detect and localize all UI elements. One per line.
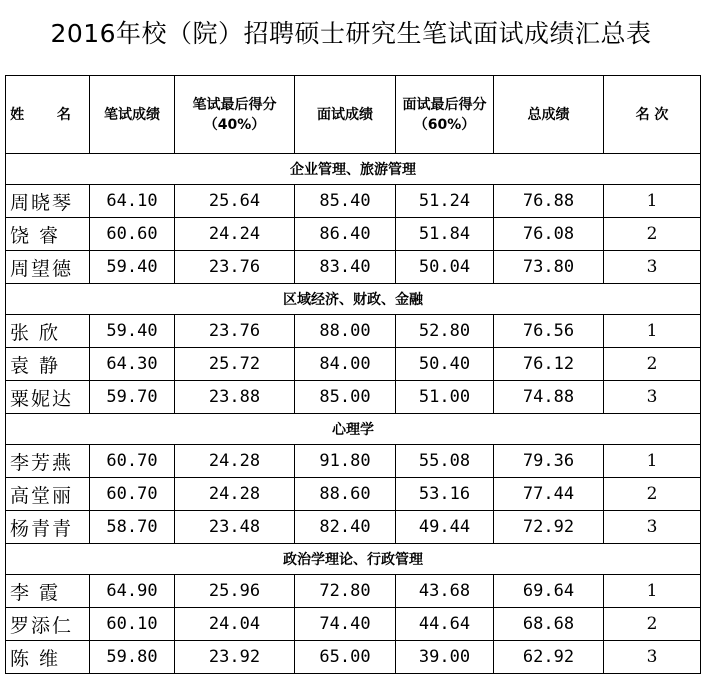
row-written-final: 24.28 bbox=[175, 445, 295, 478]
row-interview-score: 83.40 bbox=[295, 251, 396, 284]
section-row bbox=[6, 154, 701, 185]
header-name: 姓 名 bbox=[6, 76, 90, 154]
row-name: 周望德 bbox=[6, 251, 90, 284]
row-written-score: 60.70 bbox=[90, 478, 175, 511]
table-row bbox=[6, 445, 701, 478]
row-rank: 3 bbox=[604, 251, 701, 284]
row-interview-final: 51.00 bbox=[396, 381, 494, 414]
table-row bbox=[6, 348, 701, 381]
row-interview-final: 53.16 bbox=[396, 478, 494, 511]
row-total-score: 68.68 bbox=[494, 608, 604, 641]
section-title: 企业管理、旅游管理 bbox=[6, 154, 701, 185]
header-interview-final: 面试最后得分（60%） bbox=[396, 76, 494, 154]
row-written-final: 23.76 bbox=[175, 251, 295, 284]
page-title: 2016年校（院）招聘硕士研究生笔试面试成绩汇总表 bbox=[50, 19, 652, 48]
row-interview-score: 88.00 bbox=[295, 315, 396, 348]
header-total-score: 总成绩 bbox=[494, 76, 604, 154]
section-row bbox=[6, 414, 701, 445]
table-row bbox=[6, 185, 701, 218]
row-rank: 1 bbox=[604, 315, 701, 348]
row-total-score: 76.08 bbox=[494, 218, 604, 251]
row-written-final: 23.88 bbox=[175, 381, 295, 414]
row-written-score: 64.30 bbox=[90, 348, 175, 381]
row-interview-final: 55.08 bbox=[396, 445, 494, 478]
section-title: 心理学 bbox=[6, 414, 701, 445]
row-written-score: 64.90 bbox=[90, 575, 175, 608]
table-row bbox=[6, 641, 701, 674]
row-written-score: 58.70 bbox=[90, 511, 175, 544]
row-written-final: 24.04 bbox=[175, 608, 295, 641]
row-name: 饶 睿 bbox=[6, 218, 90, 251]
table-row bbox=[6, 575, 701, 608]
row-total-score: 76.88 bbox=[494, 185, 604, 218]
table-row bbox=[6, 251, 701, 284]
table-row bbox=[6, 218, 701, 251]
row-name: 李 霞 bbox=[6, 575, 90, 608]
row-rank: 1 bbox=[604, 575, 701, 608]
row-rank: 2 bbox=[604, 608, 701, 641]
row-total-score: 79.36 bbox=[494, 445, 604, 478]
row-written-score: 59.40 bbox=[90, 315, 175, 348]
row-interview-score: 74.40 bbox=[295, 608, 396, 641]
section-title: 区域经济、财政、金融 bbox=[6, 284, 701, 315]
score-table bbox=[5, 75, 701, 674]
row-name: 周晓琴 bbox=[6, 185, 90, 218]
section-title: 政治学理论、行政管理 bbox=[6, 544, 701, 575]
row-interview-score: 85.40 bbox=[295, 185, 396, 218]
row-written-score: 64.10 bbox=[90, 185, 175, 218]
row-written-final: 25.64 bbox=[175, 185, 295, 218]
table-row bbox=[6, 315, 701, 348]
row-rank: 3 bbox=[604, 511, 701, 544]
row-written-final: 23.76 bbox=[175, 315, 295, 348]
row-interview-score: 82.40 bbox=[295, 511, 396, 544]
row-interview-final: 51.24 bbox=[396, 185, 494, 218]
table-row bbox=[6, 381, 701, 414]
row-total-score: 76.12 bbox=[494, 348, 604, 381]
row-name: 杨青青 bbox=[6, 511, 90, 544]
row-interview-final: 50.40 bbox=[396, 348, 494, 381]
row-rank: 2 bbox=[604, 218, 701, 251]
row-name: 高堂丽 bbox=[6, 478, 90, 511]
row-written-final: 25.72 bbox=[175, 348, 295, 381]
row-interview-final: 39.00 bbox=[396, 641, 494, 674]
row-written-score: 59.70 bbox=[90, 381, 175, 414]
row-total-score: 72.92 bbox=[494, 511, 604, 544]
header-rank: 名 次 bbox=[604, 76, 701, 154]
row-interview-final: 43.68 bbox=[396, 575, 494, 608]
section-row bbox=[6, 544, 701, 575]
row-interview-final: 51.84 bbox=[396, 218, 494, 251]
table-body bbox=[6, 154, 701, 674]
row-name: 粟妮达 bbox=[6, 381, 90, 414]
header-written-final: 笔试最后得分（40%） bbox=[175, 76, 295, 154]
row-interview-final: 52.80 bbox=[396, 315, 494, 348]
row-written-score: 59.80 bbox=[90, 641, 175, 674]
row-written-final: 24.24 bbox=[175, 218, 295, 251]
row-total-score: 73.80 bbox=[494, 251, 604, 284]
row-written-final: 23.92 bbox=[175, 641, 295, 674]
row-rank: 1 bbox=[604, 185, 701, 218]
row-total-score: 74.88 bbox=[494, 381, 604, 414]
row-interview-score: 86.40 bbox=[295, 218, 396, 251]
row-written-final: 25.96 bbox=[175, 575, 295, 608]
row-rank: 1 bbox=[604, 445, 701, 478]
row-rank: 2 bbox=[604, 478, 701, 511]
row-rank: 2 bbox=[604, 348, 701, 381]
row-interview-score: 72.80 bbox=[295, 575, 396, 608]
table-row bbox=[6, 608, 701, 641]
row-interview-score: 65.00 bbox=[295, 641, 396, 674]
row-interview-score: 85.00 bbox=[295, 381, 396, 414]
row-written-final: 24.28 bbox=[175, 478, 295, 511]
row-rank: 3 bbox=[604, 381, 701, 414]
row-interview-score: 88.60 bbox=[295, 478, 396, 511]
header-interview-score: 面试成绩 bbox=[295, 76, 396, 154]
table-row bbox=[6, 511, 701, 544]
row-written-final: 23.48 bbox=[175, 511, 295, 544]
row-written-score: 59.40 bbox=[90, 251, 175, 284]
row-total-score: 77.44 bbox=[494, 478, 604, 511]
row-interview-final: 44.64 bbox=[396, 608, 494, 641]
header-row bbox=[6, 76, 701, 154]
header-written-score: 笔试成绩 bbox=[90, 76, 175, 154]
row-interview-final: 49.44 bbox=[396, 511, 494, 544]
row-name: 袁 静 bbox=[6, 348, 90, 381]
row-written-score: 60.10 bbox=[90, 608, 175, 641]
row-rank: 3 bbox=[604, 641, 701, 674]
row-name: 陈 维 bbox=[6, 641, 90, 674]
table-row bbox=[6, 478, 701, 511]
row-name: 罗添仁 bbox=[6, 608, 90, 641]
row-interview-score: 91.80 bbox=[295, 445, 396, 478]
row-total-score: 62.92 bbox=[494, 641, 604, 674]
row-name: 张 欣 bbox=[6, 315, 90, 348]
row-interview-score: 84.00 bbox=[295, 348, 396, 381]
row-total-score: 69.64 bbox=[494, 575, 604, 608]
row-written-score: 60.70 bbox=[90, 445, 175, 478]
row-name: 李芳燕 bbox=[6, 445, 90, 478]
row-written-score: 60.60 bbox=[90, 218, 175, 251]
row-interview-final: 50.04 bbox=[396, 251, 494, 284]
section-row bbox=[6, 284, 701, 315]
row-total-score: 76.56 bbox=[494, 315, 604, 348]
